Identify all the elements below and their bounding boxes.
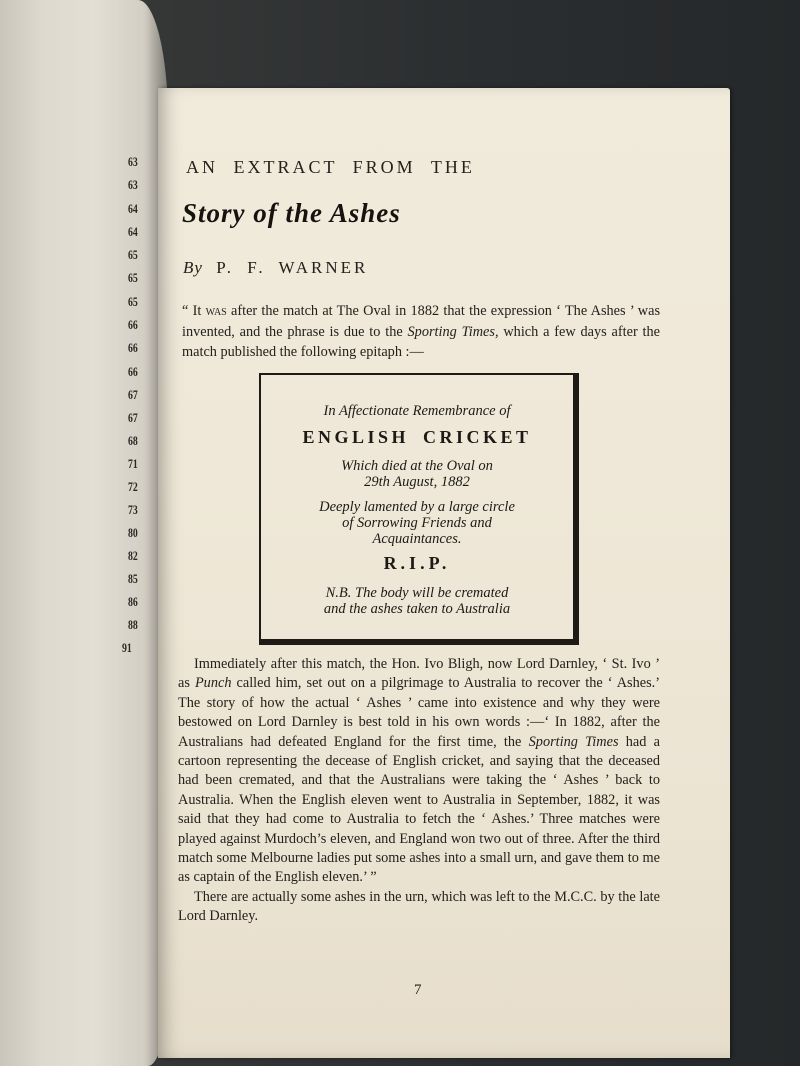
intro-lead-caps: was [205, 303, 227, 319]
intro-paragraph [182, 301, 660, 363]
epitaph-line: Deeply lamented by a large circle [319, 499, 515, 515]
index-number: 63 [128, 154, 138, 169]
index-number: 80 [128, 525, 138, 540]
epitaph-line: Acquaintances. [372, 531, 462, 547]
body-text-run: called him, set out on a pilgrimage to Australia to recover the ‘ Ashes.’ The story of how the actual ‘ Ashes ’ came into existence and why they were bestowed on Lord Darnley is best told in his own words :—‘ In 1882, after the Australians had defeated England for the first time, the [178, 675, 661, 750]
index-number: 86 [128, 594, 138, 609]
intro-text: after the match at The Oval in 1882 that the expression ‘ The Ashes ’ was invented, and the phrase is due to the [182, 303, 661, 340]
epitaph-rip: R.I.P. [383, 553, 451, 573]
index-number: 63 [128, 177, 138, 192]
epitaph-line: Which died at the Oval on [341, 458, 493, 474]
author-name: P. F. WARNER [216, 258, 369, 277]
body-text-run: had a cartoon representing the decease of English cricket, and saying that the deceased had been cremated, and that the Australians were taking the ‘ Ashes ’ back to Australia. When the English eleven went to Australia in September, 1882, it was said that they had come to Australia to fetch the ‘ Ashes.’ Three matches were played against Murdoch’s eleven, and England won two out of three. After the third match some Melbourne ladies put some ashes into a small urn, and gave them to me as captain of the English eleven.’ ” [178, 733, 660, 886]
sporting-times-italic: Sporting Times, [407, 323, 499, 340]
epitaph-line: of Sorrowing Friends and [342, 515, 492, 531]
left-page [0, 0, 168, 1066]
index-number: 82 [128, 548, 138, 563]
epitaph-line: In Affectionate Remembrance of [323, 403, 511, 419]
epitaph-heading: ENGLISH CRICKET [302, 427, 532, 447]
byline [183, 258, 368, 278]
body-paragraph [178, 655, 660, 888]
body-text-run: Immediately after this match, the Hon. Ivo Bligh, now Lord Darnley, ‘ St. Ivo ’ as [178, 656, 660, 692]
index-number: 64 [128, 224, 138, 239]
index-number: 91 [122, 640, 132, 655]
index-number: 67 [128, 387, 138, 402]
index-number: 66 [128, 340, 138, 355]
body-text [178, 655, 660, 927]
sporting-times-italic: Sporting Times [528, 733, 619, 750]
index-number: 73 [128, 502, 138, 517]
epitaph-line: and the ashes taken to Australia [323, 601, 511, 617]
story-title: Story of the Ashes [182, 198, 401, 228]
index-number: 67 [128, 410, 138, 425]
index-number: 72 [128, 479, 138, 494]
index-number: 65 [128, 270, 138, 285]
page-number: 7 [414, 982, 422, 998]
punch-italic: Punch [194, 675, 232, 692]
byline-prefix: By [183, 258, 203, 277]
extract-label: AN EXTRACT FROM THE [186, 157, 475, 177]
intro-lead: “ It [182, 303, 202, 319]
epitaph-box [259, 373, 579, 645]
body-paragraph: There are actually some ashes in the urn, which was left to the M.C.C. by the late Lord Darnley. [178, 888, 660, 925]
intro-tail: which a few days after the match published the following epitaph :— [182, 323, 660, 360]
index-number: 88 [128, 617, 138, 632]
index-number: 65 [128, 294, 138, 309]
index-number: 66 [128, 317, 138, 332]
index-number: 85 [128, 571, 138, 586]
index-number: 71 [128, 456, 138, 471]
index-number: 65 [128, 247, 138, 262]
epitaph-line: N.B. The body will be cremated [325, 585, 509, 601]
index-number: 66 [128, 364, 138, 379]
epitaph-line: 29th August, 1882 [364, 474, 470, 490]
index-number: 64 [128, 201, 138, 216]
index-number: 68 [128, 433, 138, 448]
